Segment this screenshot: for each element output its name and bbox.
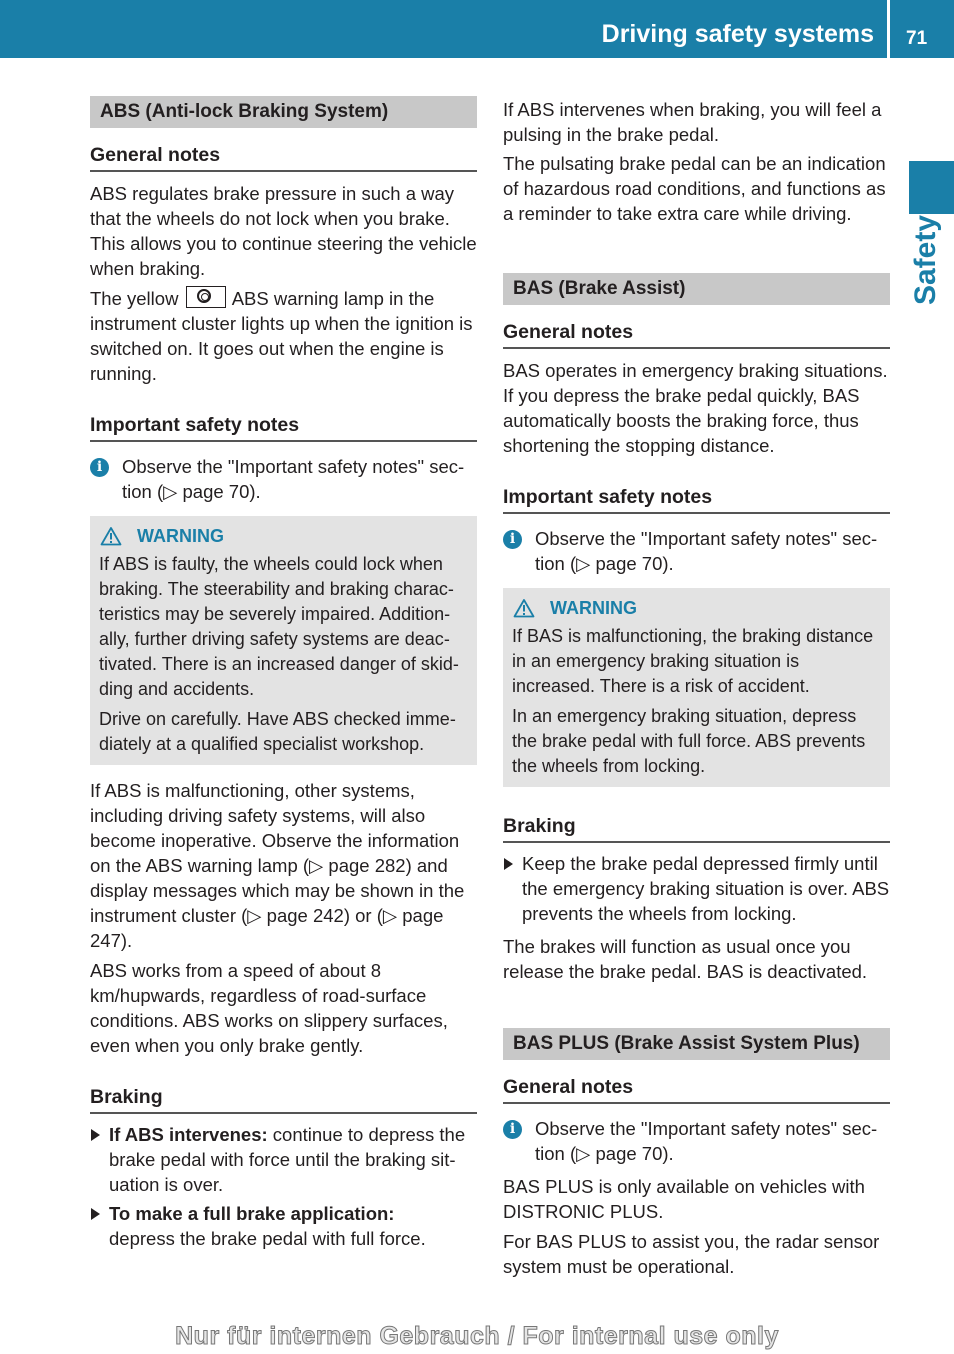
bullet-1-bold: If ABS intervenes: — [109, 1124, 268, 1145]
bas-paragraph-2: The brakes will function as usual once you release the brake pedal. BAS is deactivated. — [503, 936, 868, 982]
bullet-1-text: continue to depress the brake pedal with force until the braking situation is over. — [109, 1124, 466, 1195]
abs-p2-pre: The yellow — [90, 288, 179, 309]
heading-general-notes: General notes — [503, 319, 890, 349]
info-note-1-text: Observe the "Important safety notes" section (▷ page 70). — [122, 456, 465, 502]
warning-text-2: Drive on carefully. Have ABS checked immediately at a qualified specialist workshop. — [99, 709, 456, 754]
info-note-2-text: Observe the "Important safety notes" section (▷ page 70). — [535, 528, 878, 574]
info-icon: i — [503, 1120, 522, 1139]
section-title-bas-plus: BAS PLUS (Brake Assist System Plus) — [503, 1028, 890, 1060]
side-tab-label — [896, 205, 954, 315]
heading-general-notes: General notes — [90, 142, 477, 172]
abs-pulse-paragraph-2: The pulsating brake pedal can be an indication of hazardous road conditions, and functions as a reminder to take extra care while driving. — [503, 153, 886, 224]
bas-plus-paragraph-1: BAS PLUS is only available on vehicles with DISTRONIC PLUS. — [503, 1176, 865, 1222]
heading-important-safety-notes: Important safety notes — [503, 484, 890, 514]
info-note-3 — [503, 1116, 890, 1166]
bullet-arrow-icon — [504, 858, 513, 870]
info-note-1 — [90, 454, 477, 504]
warning-label: WARNING — [137, 526, 224, 546]
info-note-2 — [503, 526, 890, 576]
bullet-2-bold: To make a full brake application: — [109, 1203, 395, 1224]
abs-paragraph-4: ABS works from a speed of about 8 km/hupwards, regardless of road-surface conditions. ABS works on slippery surfaces, even when you only brake gently. — [90, 960, 448, 1056]
heading-braking: Braking — [503, 813, 890, 843]
header-divider — [887, 0, 890, 58]
warning-triangle-icon — [100, 526, 122, 546]
bullet-arrow-icon — [91, 1129, 100, 1141]
heading-important-safety-notes: Important safety notes — [90, 412, 477, 442]
left-column — [90, 96, 477, 1251]
right-column — [503, 96, 890, 1279]
abs-paragraph-1: ABS regulates brake pressure in such a way that the wheels do not lock when you brake. This allows you to continue steering the vehicle when braking. — [90, 183, 477, 279]
bullet-item — [90, 1122, 477, 1197]
info-icon: i — [503, 530, 522, 549]
heading-braking: Braking — [90, 1084, 477, 1114]
abs-pulse-paragraph-1: If ABS intervenes when braking, you will feel a pulsing in the brake pedal. — [503, 99, 882, 145]
warning-text-1: If BAS is malfunctioning, the braking distance in an emergency braking situation is increased. There is a risk of accident. — [512, 626, 874, 696]
bullet-item — [503, 851, 890, 926]
warning-text-1: If ABS is faulty, the wheels could lock when braking. The steerability and braking characteristics may be severely impaired. Additionally, further driving safety systems are deactivated. There is an increased danger of skidding and accidents. — [99, 554, 459, 699]
page-number: 71 — [906, 28, 928, 49]
bullet-arrow-icon — [91, 1208, 100, 1220]
abs-warning-lamp-icon — [186, 286, 226, 308]
warning-box-bas — [503, 588, 890, 787]
abs-p2-post: ABS warning lamp in the instrument cluster lights up when the ignition is switched on. It goes out when the engine is running. — [90, 288, 473, 384]
chapter-title: Driving safety systems — [601, 20, 874, 48]
section-title-abs: ABS (Anti-lock Braking System) — [90, 96, 477, 128]
bullet-item — [90, 1201, 477, 1251]
bullet-3-text: Keep the brake pedal depressed firmly until the emergency braking situation is over. ABS prevents the wheels from locking. — [522, 853, 890, 924]
bullet-2-text: depress the brake pedal with full force. — [109, 1228, 426, 1249]
abs-paragraph-2 — [90, 286, 477, 386]
internal-use-watermark: Nur für internen Gebrauch / For internal use only — [175, 1322, 779, 1350]
bas-plus-paragraph-2: For BAS PLUS to assist you, the radar sensor system must be operational. — [503, 1231, 880, 1277]
abs-paragraph-3: If ABS is malfunctioning, other systems, including driving safety systems, will also become inoperative. Observe the information on the ABS warning lamp (▷ page 282) and display messages which may be shown in the instrument cluster (▷ page 242) or (▷ page 247). — [90, 780, 465, 951]
warning-triangle-icon — [513, 598, 535, 618]
warning-text-2: In an emergency braking situation, depress the brake pedal with full force. ABS prevents the wheels from locking. — [512, 706, 866, 776]
page-header — [0, 0, 954, 58]
bas-paragraph-1: BAS operates in emergency braking situations. If you depress the brake pedal quickly, BAS automatically boosts the braking force, thus shortening the stopping distance. — [503, 360, 888, 456]
info-note-3-text: Observe the "Important safety notes" section (▷ page 70). — [535, 1118, 878, 1164]
warning-box-abs — [90, 516, 477, 765]
side-tab-text: Safety — [909, 214, 942, 306]
info-icon: i — [90, 458, 109, 477]
warning-header — [512, 594, 881, 622]
section-title-bas: BAS (Brake Assist) — [503, 273, 890, 305]
warning-label: WARNING — [550, 598, 637, 618]
heading-general-notes: General notes — [503, 1074, 890, 1104]
warning-header — [99, 522, 468, 550]
